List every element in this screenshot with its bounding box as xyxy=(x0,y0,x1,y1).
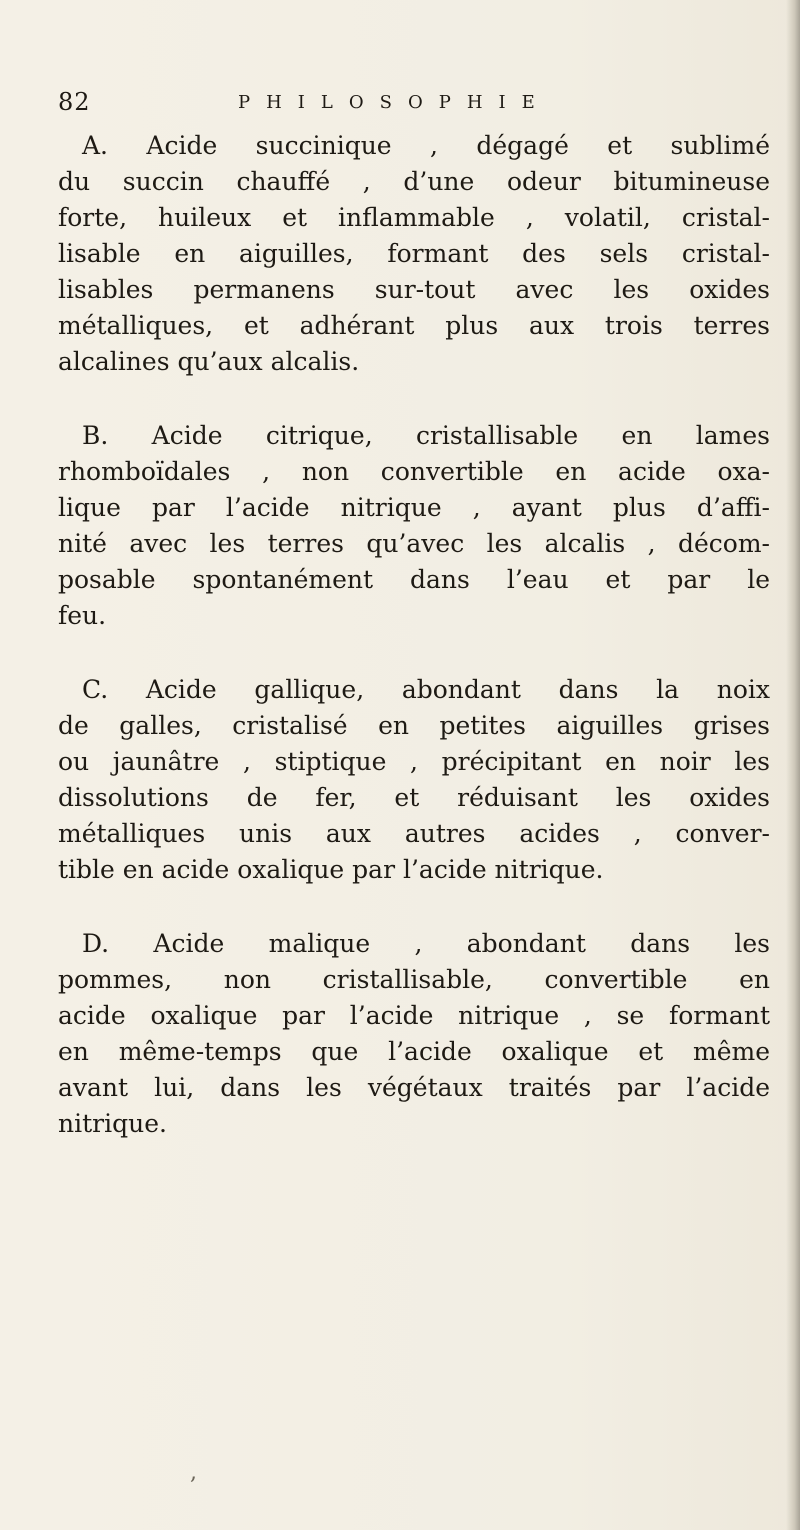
text-line: nité avec les terres qu’avec les alcalis , décom- xyxy=(58,529,770,558)
paragraph-d xyxy=(58,926,770,1142)
paragraph-b xyxy=(58,418,770,634)
text-line: ou jaunâtre , stiptique , précipitant en noir les xyxy=(58,747,770,776)
text-line: en même-temps que l’acide oxalique et même xyxy=(58,1037,770,1066)
text-line: D. Acide malique , abondant dans les xyxy=(82,929,770,958)
text-line: A. Acide succinique , dégagé et sublimé xyxy=(82,131,770,160)
text-line: rhomboïdales , non convertible en acide oxa- xyxy=(58,457,770,486)
text-line: acide oxalique par l’acide nitrique , se formant xyxy=(58,1001,770,1030)
text-line: alcalines qu’aux alcalis. xyxy=(58,347,360,376)
text-line: forte, huileux et inflammable , volatil, cristal- xyxy=(58,203,770,232)
page-number: 82 xyxy=(58,88,91,116)
paragraph-a xyxy=(58,128,770,380)
text-line: tible en acide oxalique par l’acide nitrique. xyxy=(58,855,604,884)
text-line: feu. xyxy=(58,601,107,630)
body-text xyxy=(58,128,770,1180)
text-line: B. Acide citrique, cristallisable en lames xyxy=(82,421,770,450)
paragraph-c xyxy=(58,672,770,888)
stray-ink-mark: , xyxy=(190,1460,197,1485)
text-line: pommes, non cristallisable, convertible en xyxy=(58,965,770,994)
running-title: PHILOSOPHIE xyxy=(238,92,551,113)
text-line: métalliques, et adhérant plus aux trois terres xyxy=(58,311,770,340)
text-line: lisables permanens sur-tout avec les oxides xyxy=(58,275,770,304)
running-head xyxy=(58,88,778,128)
text-line: avant lui, dans les végétaux traités par l’acide xyxy=(58,1073,770,1102)
page-edge-shadow xyxy=(786,0,800,1530)
text-line: lisable en aiguilles, formant des sels cristal- xyxy=(58,239,770,268)
text-line: du succin chauffé , d’une odeur bitumineuse xyxy=(58,167,770,196)
text-line: dissolutions de fer, et réduisant les oxides xyxy=(58,783,770,812)
text-line: C. Acide gallique, abondant dans la noix xyxy=(82,675,770,704)
text-line: posable spontanément dans l’eau et par le xyxy=(58,565,770,594)
text-line: de galles, cristalisé en petites aiguilles grises xyxy=(58,711,770,740)
text-line: lique par l’acide nitrique , ayant plus d’affi- xyxy=(58,493,770,522)
text-line: nitrique. xyxy=(58,1109,167,1138)
text-line: métalliques unis aux autres acides , conver- xyxy=(58,819,770,848)
